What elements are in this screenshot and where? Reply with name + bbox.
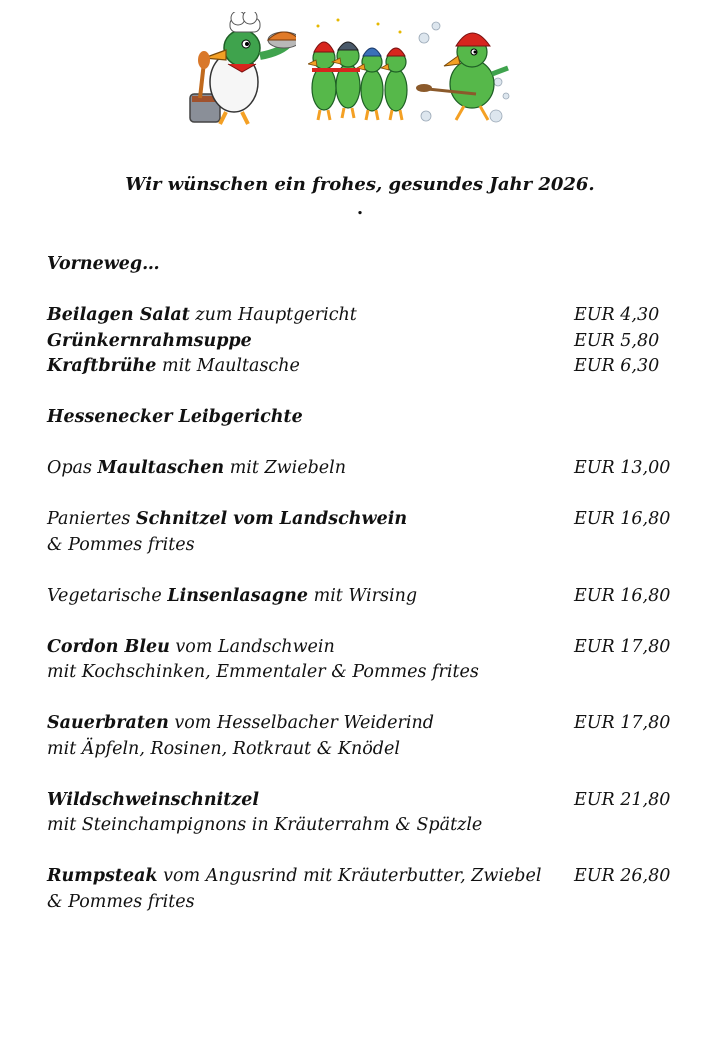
dish-prefix: Opas xyxy=(47,458,98,478)
dish-name: Wildschweinschnitzel xyxy=(47,789,260,810)
dish-price: EUR 13,00 xyxy=(574,458,671,478)
dish-price: EUR 21,80 xyxy=(574,789,671,810)
menu-item-row xyxy=(47,507,677,533)
dish-price: EUR 16,80 xyxy=(574,585,671,606)
dish-name: Cordon Bleu xyxy=(47,636,170,657)
menu-item-row xyxy=(47,711,677,737)
dish-name: Sauerbraten xyxy=(47,713,169,733)
dish-price: EUR 17,80 xyxy=(574,713,671,733)
dish-second-line: mit Kochschinken, Emmentaler & Pommes frites xyxy=(47,662,479,682)
dish-second-line: & Pommes frites xyxy=(47,534,195,555)
menu-card xyxy=(47,252,677,915)
dish-name: Beilagen Salat xyxy=(47,305,190,325)
dish-name: Schnitzel vom Landschwein xyxy=(135,509,408,529)
menu-item-row xyxy=(47,329,677,355)
dish-price: EUR 16,80 xyxy=(574,509,671,529)
header-illustrations xyxy=(186,12,512,128)
section-title-starters: Vorneweg… xyxy=(47,254,160,274)
dish-prefix: Vegetarische xyxy=(47,585,168,606)
greeting-dot: . xyxy=(356,198,364,219)
dish-description: mit Wirsing xyxy=(308,585,418,606)
dish-name: Kraftbrühe xyxy=(47,356,157,376)
dish-description: mit Zwiebeln xyxy=(224,458,346,478)
menu-item-row xyxy=(47,788,677,814)
dish-price: EUR 6,30 xyxy=(574,356,660,376)
dish-description: zum Hauptgericht xyxy=(189,305,357,325)
new-year-greeting: Wir wünschen ein frohes, gesundes Jahr 2026. xyxy=(125,174,595,195)
dish-description: mit Maultasche xyxy=(156,356,300,376)
dish-name: Maultaschen xyxy=(97,458,225,478)
menu-item-row xyxy=(47,354,677,380)
dish-price: EUR 26,80 xyxy=(574,866,671,886)
dish-name: Rumpsteak xyxy=(47,866,158,886)
chef-parrot-image xyxy=(186,12,296,128)
dish-price: EUR 17,80 xyxy=(574,636,671,657)
dish-description: vom Landschwein xyxy=(169,636,335,657)
menu-item-row xyxy=(47,635,677,661)
menu-item-row xyxy=(47,456,677,482)
dish-description: vom Angusrind mit Kräuterbutter, Zwiebel xyxy=(157,866,542,886)
dish-second-line: mit Äpfeln, Rosinen, Rotkraut & Knödel xyxy=(47,738,400,759)
dish-name: Linsenlasagne xyxy=(167,585,309,606)
section-title-mains: Hessenecker Leibgerichte xyxy=(47,407,303,427)
dish-name: Grünkernrahmsuppe xyxy=(47,330,252,351)
dish-prefix: Paniertes xyxy=(47,509,136,529)
menu-item-row xyxy=(47,303,677,329)
menu-item-row xyxy=(47,584,677,610)
four-parrots-image xyxy=(308,12,410,128)
dish-second-line: & Pommes frites xyxy=(47,891,195,912)
dish-second-line: mit Steinchampignons in Kräuterrahm & Spätzle xyxy=(47,815,483,835)
dish-description: vom Hesselbacher Weiderind xyxy=(168,713,434,733)
dish-price: EUR 4,30 xyxy=(574,305,660,325)
dish-price: EUR 5,80 xyxy=(574,330,660,351)
winter-parrot-image xyxy=(416,12,512,128)
menu-item-row xyxy=(47,864,677,890)
